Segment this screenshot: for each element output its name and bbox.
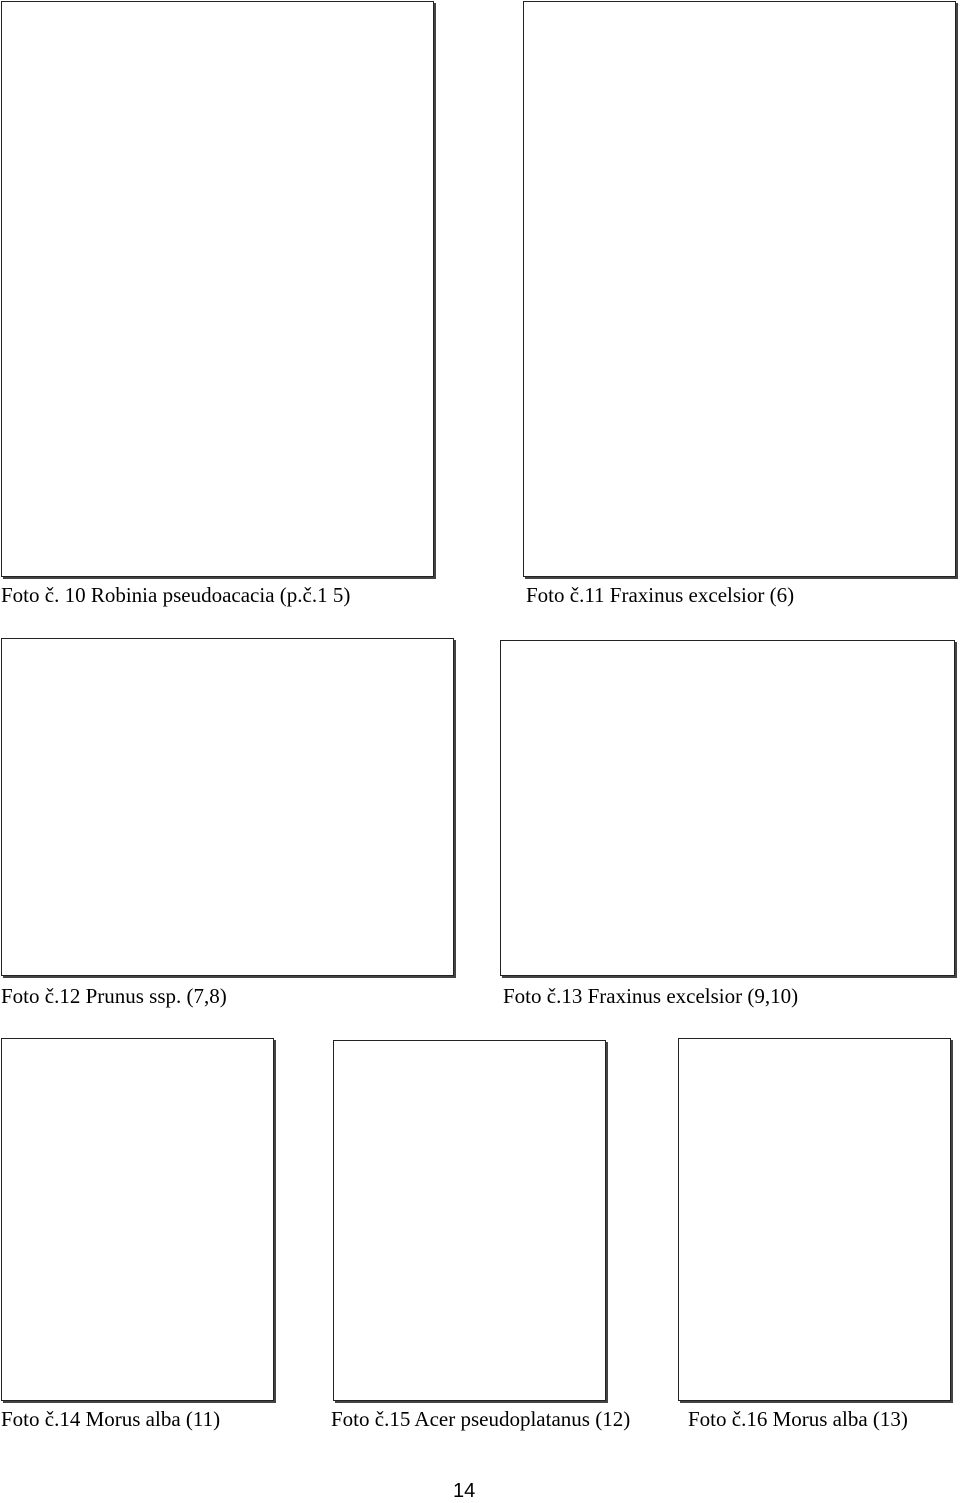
photo-frame-11 [523,1,956,577]
photo-caption-11: Foto č.11 Fraxinus excelsior (6) [526,583,795,607]
photo-caption-13: Foto č.13 Fraxinus excelsior (9,10) [503,984,799,1008]
photo-frame-14 [1,1038,274,1401]
page-number: 14 [453,1480,476,1502]
photo-caption-16: Foto č.16 Morus alba (13) [688,1407,908,1431]
photo-frame-13 [500,640,955,976]
photo-frame-16 [678,1038,951,1401]
photo-frame-10 [1,1,434,577]
photo-caption-10: Foto č. 10 Robinia pseudoacacia (p.č.1 5) [1,583,351,607]
photo-frame-12 [1,638,454,976]
photo-caption-15: Foto č.15 Acer pseudoplatanus (12) [331,1407,631,1431]
photo-caption-14: Foto č.14 Morus alba (11) [1,1407,221,1431]
photo-caption-12: Foto č.12 Prunus ssp. (7,8) [1,984,227,1008]
photo-frame-15 [333,1040,606,1401]
